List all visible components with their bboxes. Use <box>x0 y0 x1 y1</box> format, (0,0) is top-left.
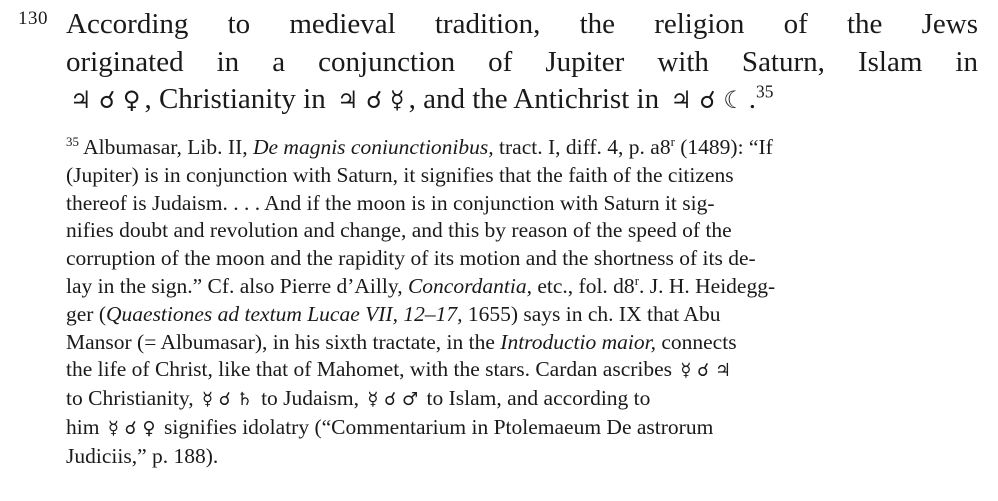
folio-superscript: r <box>670 134 675 149</box>
footnote-marker: 35 <box>66 134 79 149</box>
footnote-text: him <box>66 414 105 439</box>
footnote-text: 1655) says in ch. IX that Abu <box>462 301 721 326</box>
page-number: 130 <box>18 8 48 29</box>
footnote-line-4: nifies doubt and revolution and change, and this by reason of the speed of the <box>66 218 732 243</box>
footnote-text: to Islam, and according to <box>421 386 651 411</box>
footnote-text: ger ( <box>66 301 106 326</box>
footnote-line-11 <box>66 414 966 443</box>
main-line-3-text-b: , and the Antichrist in <box>408 83 667 115</box>
footnote-line-12: Judiciis,” p. 188). <box>66 443 219 468</box>
mercury-conjunction-saturn-symbols: ☿ ☌ ♄ <box>201 389 253 411</box>
jupiter-conjunction-venus-symbols: ♃ ☌ ♀ <box>70 86 141 114</box>
footnote-line-10 <box>66 385 966 414</box>
main-line-1: According to medieval tradition, the religion of the Jews <box>66 8 978 40</box>
footnote-line-1 <box>66 134 966 162</box>
book-title: Concordantia, <box>407 273 532 298</box>
footnote-text: Mansor (= Albumasar), in his sixth tractate, in the <box>66 329 501 354</box>
footnote-text: etc., fol. d8 <box>531 273 635 298</box>
book-title: Introductio maior, <box>500 329 656 354</box>
footnote <box>66 134 966 471</box>
footnote-text: to Christianity, <box>66 386 199 411</box>
mercury-conjunction-jupiter-symbols: ☿ ☌ ♃ <box>680 360 732 382</box>
main-line-3 <box>66 81 978 120</box>
footnote-line-3: thereof is Judaism. . . . And if the moon is in conjunction with Saturn it sig- <box>66 190 715 215</box>
footnote-text: Albumasar, Lib. II, <box>78 135 253 159</box>
footnote-text: tract. I, diff. 4, p. a8 <box>493 135 671 159</box>
footnote-text: the life of Christ, like that of Mahomet, with the stars. Cardan ascribes <box>66 357 678 382</box>
footnote-reference: 35 <box>756 81 774 102</box>
book-title: Quaestiones ad textum Lucae VII, 12–17, <box>106 301 463 326</box>
jupiter-conjunction-moon-symbols: ♃ ☌ ☾ <box>670 86 745 114</box>
main-line-3-text-a: , Christianity in <box>144 83 333 115</box>
folio-superscript: r <box>634 273 639 288</box>
footnote-text: lay in the sign.” Cf. also Pierre d’Ailly, <box>66 273 408 298</box>
footnote-text: connects <box>655 329 737 354</box>
main-line-3-period: . <box>748 83 756 115</box>
footnote-line-6 <box>66 273 966 301</box>
book-title: De magnis coniunctionibus, <box>252 135 494 159</box>
footnote-text: to Judaism, <box>255 386 365 411</box>
footnote-line-7 <box>66 301 966 329</box>
footnote-line-5: corruption of the moon and the rapidity of its motion and the shortness of its de- <box>66 246 756 271</box>
mercury-conjunction-venus-symbols: ☿ ☌ ♀ <box>107 417 156 439</box>
mercury-conjunction-mars-symbols: ☿ ☌ ♂ <box>367 389 419 411</box>
footnote-line-8 <box>66 329 966 357</box>
main-line-2: originated in a conjunction of Jupiter with Saturn, Islam in <box>66 45 978 78</box>
footnote-line-9 <box>66 356 966 385</box>
jupiter-conjunction-mercury-symbols: ♃ ☌ ☿ <box>336 86 405 114</box>
footnote-line-2: (Jupiter) is in conjunction with Saturn, it signifies that the faith of the citizens <box>66 162 734 187</box>
footnote-text: (1489): “If <box>674 135 773 159</box>
main-paragraph <box>66 6 978 120</box>
footnote-text: signifies idolatry (“Commentarium in Ptolemaeum De astrorum <box>158 414 714 439</box>
footnote-text: . J. H. Heidegg- <box>638 273 776 298</box>
